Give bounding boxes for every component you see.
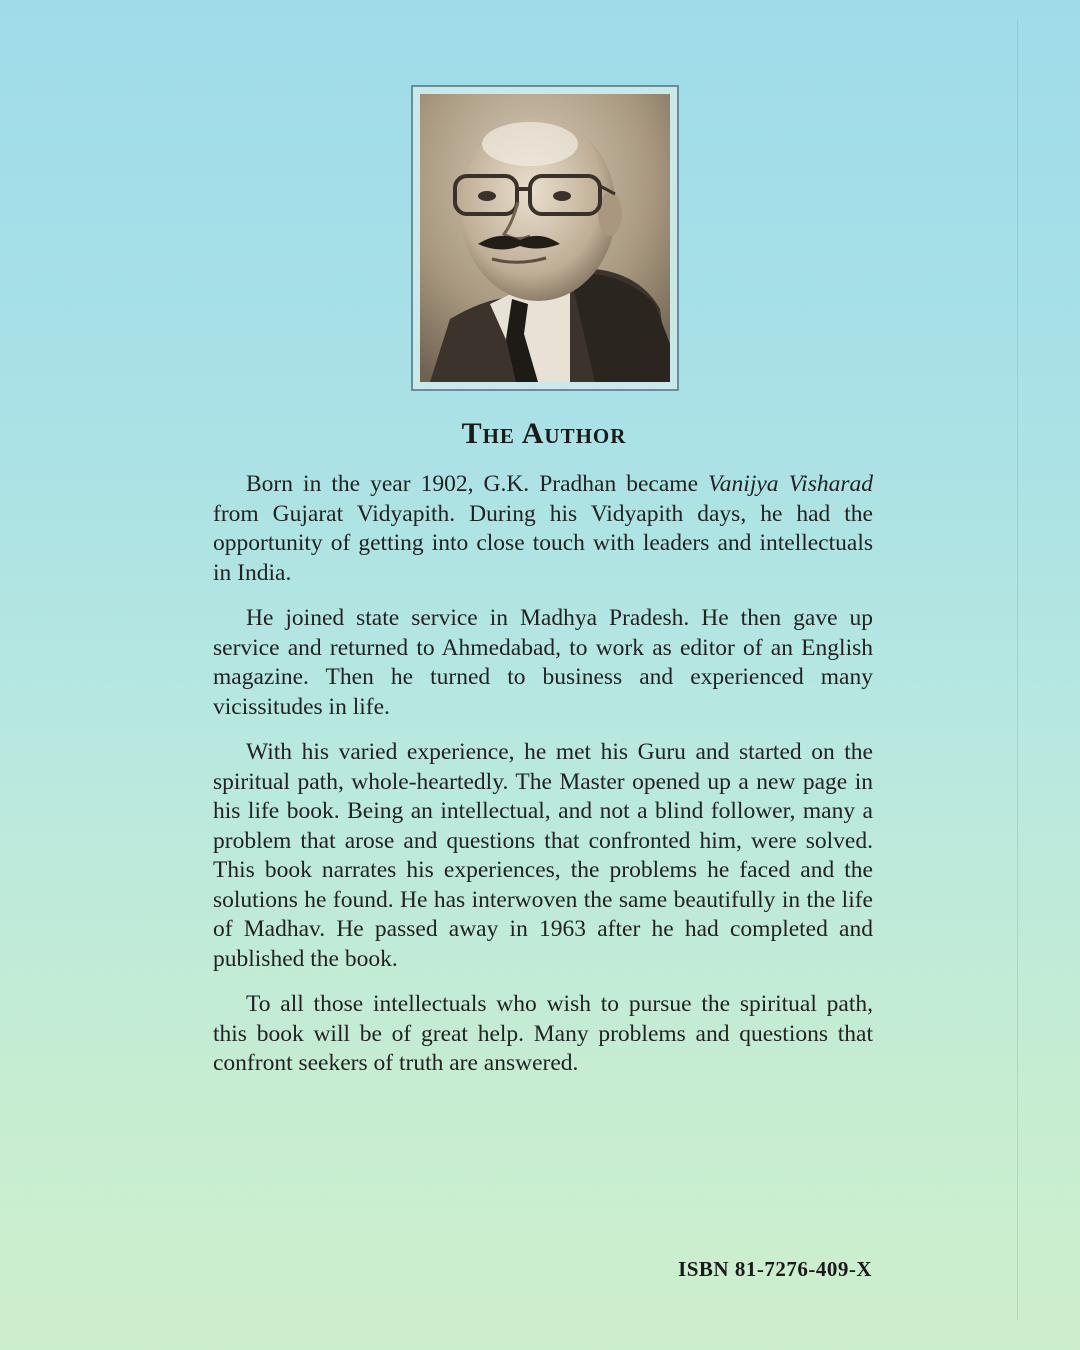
- section-heading: The Author: [461, 417, 627, 450]
- bio-paragraph-1-start: Born in the year 1902, G.K. Pradhan became: [246, 471, 709, 497]
- bio-paragraph-4: To all those intellectuals who wish to pursue the spiritual path, this book will be of great help. Many problems and questions that confront seekers of truth are answered.: [213, 991, 873, 1076]
- bio-paragraph-1: [213, 470, 873, 588]
- author-photo: [420, 94, 670, 382]
- bio-paragraph-2: He joined state service in Madhya Pradesh. He then gave up service and returned to Ahmedabad, to work as editor of an English magazine. Then he turned to business and experienced many vicissitudes in life.: [213, 605, 873, 720]
- cover-edge-line: [1017, 20, 1018, 1320]
- isbn-number: ISBN 81-7276-409-X: [678, 1257, 872, 1281]
- bio-paragraph-1-end: from Gujarat Vidyapith. During his Vidyapith days, he had the opportunity of getting into close touch with leaders and intellectuals in India.: [213, 500, 873, 586]
- bio-title-italic: Vanijya Visharad: [708, 471, 874, 497]
- author-biography: [213, 470, 873, 1095]
- author-photo-frame: [411, 85, 679, 391]
- bio-paragraph-3: With his varied experience, he met his Guru and started on the spiritual path, whole-heartedly. The Master opened up a new page in his life book. Being an intellectual, and not a blind follower, many a problem that arose and questions that confronted him, were solved. This book narrates his experiences, the problems he faced and the solutions he found. He has interwoven the same beautifully in the life of Madhav. He passed away in 1963 after he had completed and published the book.: [213, 739, 873, 972]
